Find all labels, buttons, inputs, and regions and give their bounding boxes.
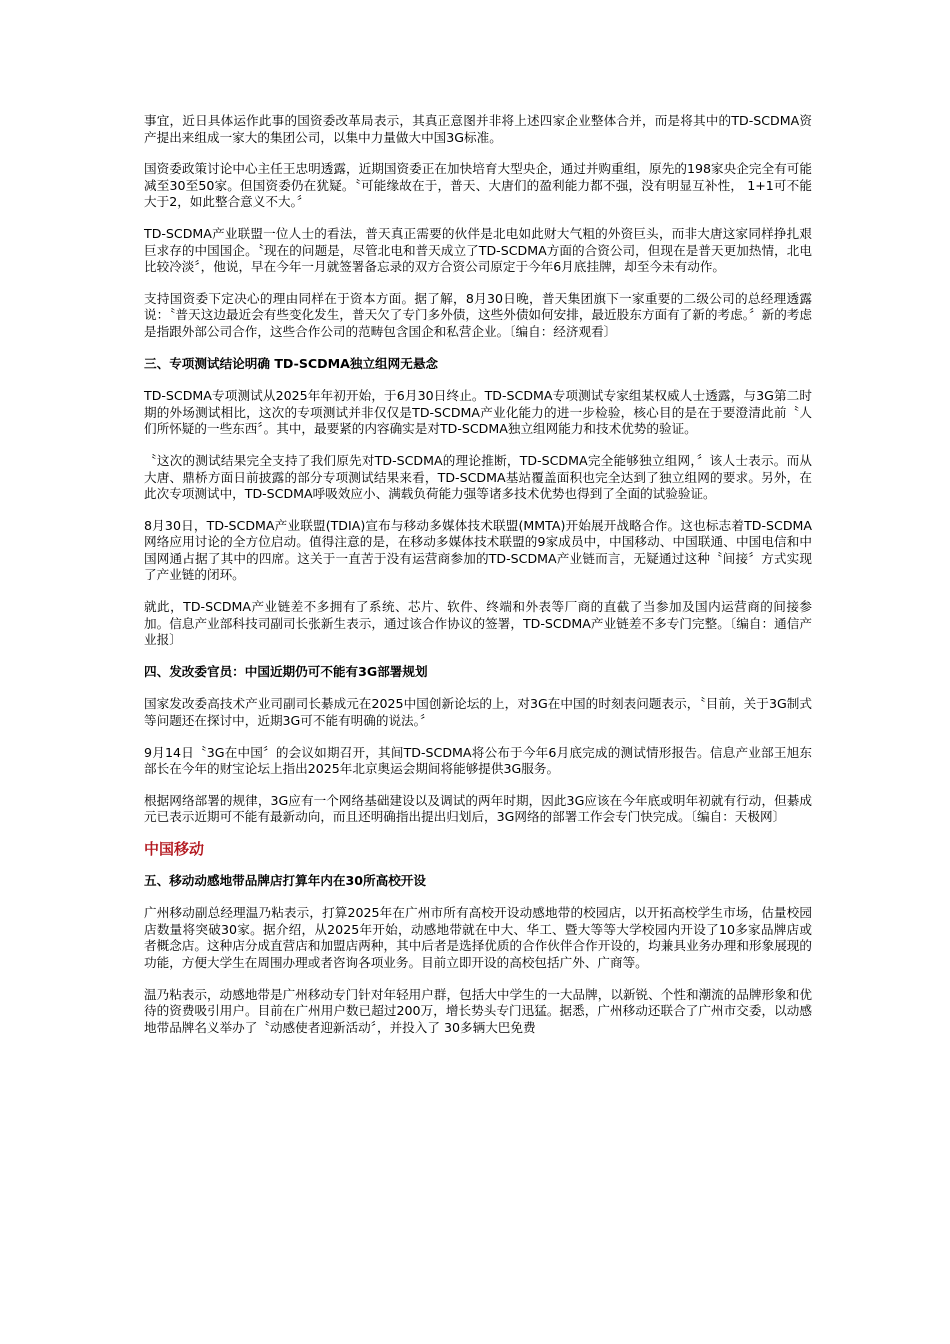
paragraph-2: 国资委政策讨论中心主任王忠明透露，近期国资委正在加快培育大型央企，通过并购重组，原先的198家央企完全有可能减至30至50家。但国资委仍在犹疑。〝可能缘故在于，普天、大唐们的盈利能力都不强，没有明显互补性， 1+1可不能大于2，如此整合意义不大。〞 <box>144 161 812 210</box>
paragraph-10: 9月14日〝3G在中国〞的会议如期召开，其间TD-SCDMA将公布于今年6月底完成的测试情形报告。信息产业部王旭东部长在今年的财宝论坛上指出2025年北京奥运会期间将能够提供3G服务。 <box>144 744 812 777</box>
heading-3: 三、专项测试结论明确 TD-SCDMA独立组网无悬念 <box>144 355 439 371</box>
heading-4: 四、发改委官员：中国近期仍可不能有3G部署规划 <box>144 663 428 679</box>
paragraph-7: 8月30日，TD-SCDMA产业联盟(TDIA)宣布与移动多媒体技术联盟(MMTA)开始展开战略合作。这也标志着TD-SCDMA网络应用讨论的全方位启动。值得注意的是，在移动多媒体技术联盟的9家成员中，中国移动、中国联通、中国电信和中国网通占据了其中的四席。这关于一直苦于没有运营商参加的TD-SCDMA产业链而言，无疑通过这种〝间接〞方式实现了产业链的闭环。 <box>144 517 812 583</box>
paragraph-12: 广州移动副总经理温乃粘表示，打算2025年在广州市所有高校开设动感地带的校园店，以开拓高校学生市场，估量校园店数量将突破30家。据介绍，从2025年开始，动感地带就在中大、华工、暨大等等大学校园内开设了10多家品牌店或者概念店。这种店分成直营店和加盟店两种，其中后者是选择优质的合作伙伴合作开设的，均兼具业务办理和形象展现的功能，方便大学生在周围办理或者咨询各项业务。目前立即开设的高校包括广外、广商等。 <box>144 905 812 970</box>
paragraph-8: 就此，TD-SCDMA产业链差不多拥有了系统、芯片、软件、终端和外表等厂商的直截了当参加及国内运营商的间接参加。信息产业部科技司副司长张新生表示，通过该合作协议的签署，TD-SCDMA产业链差不多专门完整。〔编自：通信产业报〕 <box>144 599 812 648</box>
paragraph-11: 根据网络部署的规律，3G应有一个网络基础建设以及调试的两年时期，因此3G应该在今年底或明年初就有行动，但綦成元已表示近期可不能有最新动向，而且还明确指出提出归划后，3G网络的部署工作会专门快完成。〔编自：天极网〕 <box>144 792 812 825</box>
paragraph-4: 支持国资委下定决心的理由同样在于资本方面。据了解，8月30日晚，普天集团旗下一家重要的二级公司的总经理透露说：〝普天这边最近会有些变化发生，普天欠了专门多外债，这些外债如何安排，最近股东方面有了新的考虑。〞新的考虑是指跟外部公司合作，这些合作公司的范畴包含国企和私营企业。〔编自：经济观看〕 <box>144 290 812 339</box>
document-page <box>144 113 812 1051</box>
paragraph-13: 温乃粘表示，动感地带是广州移动专门针对年轻用户群，包括大中学生的一大品牌，以新锐、个性和潮流的品牌形象和优待的资费吸引用户。目前在广州用户数已超过200万，增长势头专门迅猛。据悉，广州移动还联合了广州市交委，以动感地带品牌名义举办了〝动感使者迎新活动〞，并投入了 30多辆大巴免费 <box>144 986 812 1035</box>
heading-5: 五、移动动感地带品牌店打算年内在30所高校开设 <box>144 872 426 888</box>
paragraph-1: 事宜，近日具体运作此事的国资委改革局表示，其真正意图并非将上述四家企业整体合并，而是将其中的TD-SCDMA资产提出来组成一家大的集团公司，以集中力量做大中国3G标准。 <box>144 113 812 145</box>
paragraph-3: TD-SCDMA产业联盟一位人士的看法，普天真正需要的伙伴是北电如此财大气粗的外资巨头，而非大唐这家同样挣扎艰巨求存的中国国企。〝现在的问题是，尽管北电和普天成立了TD-SCDMA方面的合资公司，但现在是普天更加热情，北电比较冷淡〞，他说，早在今年一月就签署备忘录的双方合资公司原定于今年6月底挂牌，却至今未有动作。 <box>144 225 812 275</box>
paragraph-9: 国家发改委高技术产业司副司长綦成元在2025中国创新论坛的上，对3G在中国的时刻表问题表示，〝目前，关于3G制式等问题还在探讨中，近期3G可不能有明确的说法。〞 <box>144 696 812 729</box>
section-title: 中国移动 <box>144 840 205 858</box>
paragraph-6: 〝这次的测试结果完全支持了我们原先对TD-SCDMA的理论推断，TD-SCDMA完全能够独立组网，〞该人士表示。而从大唐、鼎桥方面日前披露的部分专项测试结果来看，TD-SCDMA基站覆盖面积也完全达到了独立组网的要求。另外，在此次专项测试中，TD-SCDMA呼吸效应小、满载负荷能力强等诸多技术优势也得到了全面的试验验证。 <box>144 452 812 502</box>
paragraph-5: TD-SCDMA专项测试从2025年年初开始，于6月30日终止。TD-SCDMA专项测试专家组某权威人士透露，与3G第二时期的外场测试相比，这次的专项测试并非仅仅是TD-SCDMA产业化能力的进一步检验，核心目的是在于要澄清此前〝人们所怀疑的一些东西〞。其中，最要紧的内容确实是对TD-SCDMA独立组网能力和技术优势的验证。 <box>144 388 812 437</box>
